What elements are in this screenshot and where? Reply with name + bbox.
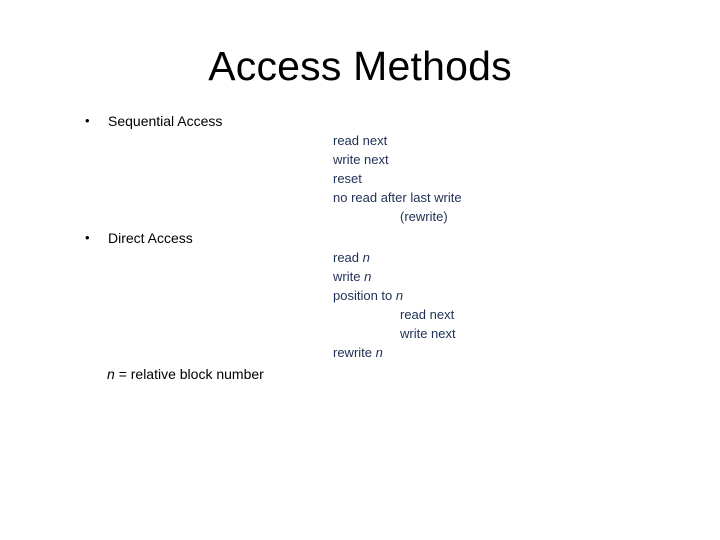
direct-op-var: n [395, 288, 404, 303]
direct-op-var: n [375, 345, 383, 360]
direct-op-word: rewrite [333, 345, 373, 360]
sequential-op-write-next: write next [333, 152, 389, 167]
direct-op-var: n [364, 269, 372, 284]
sequential-access-heading: Sequential Access [108, 113, 223, 129]
bullet-marker: • [85, 230, 90, 245]
footnote-text: = relative block number [118, 366, 264, 382]
sequential-op-read-next: read next [333, 133, 388, 148]
direct-op-read-next: read next [400, 307, 455, 322]
footnote-var: n [107, 366, 115, 382]
bullet-marker: • [85, 113, 90, 128]
footnote-definition [107, 365, 264, 383]
direct-op-read-n [333, 248, 370, 267]
direct-op-rewrite-n [333, 343, 383, 362]
sequential-op-no-read-after-last-write: no read after last write [333, 190, 462, 205]
direct-access-heading: Direct Access [108, 230, 193, 246]
direct-op-word: write [333, 269, 361, 284]
direct-op-write-n [333, 267, 371, 286]
direct-op-position-to-n [333, 286, 403, 305]
direct-op-word: read [333, 250, 360, 265]
direct-op-write-next: write next [400, 326, 456, 341]
sequential-op-rewrite-note: (rewrite) [400, 209, 448, 224]
sequential-op-reset: reset [333, 171, 362, 186]
direct-op-var: n [362, 250, 370, 265]
direct-op-word: position to [333, 288, 393, 303]
slide-title: Access Methods [208, 43, 512, 89]
